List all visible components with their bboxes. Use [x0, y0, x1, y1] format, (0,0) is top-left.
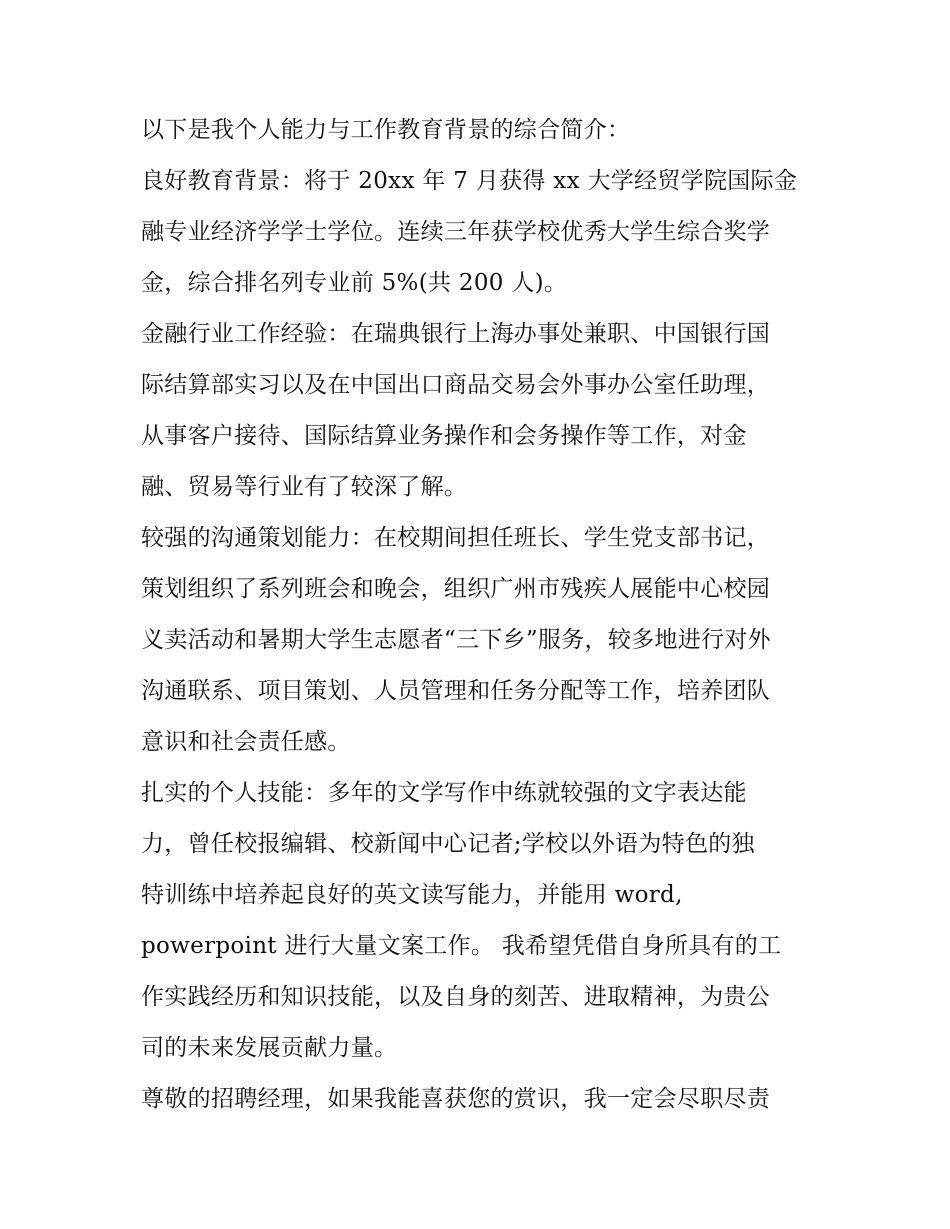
text-line: 司的未来发展贡献力量。: [141, 1035, 398, 1061]
text-line: 作实践经历和知识技能，以及自身的刻苦、进取精神，为贵公: [141, 984, 771, 1010]
text-line: 从事客户接待、国际结算业务操作和会务操作等工作，对金: [141, 423, 747, 449]
text-line: 金融行业工作经验：在瑞典银行上海办事处兼职、中国银行国: [141, 321, 771, 347]
text-line: 策划组织了系列班会和晚会，组织广州市残疾人展能中心校园: [141, 576, 771, 602]
text-line: 力，曾任校报编辑、校新闻中心记者;学校以外语为特色的独: [141, 831, 755, 857]
text-line: 义卖活动和暑期大学生志愿者“三下乡”服务，较多地进行对外: [141, 627, 771, 653]
text-line: powerpoint 进行大量文案工作。 我希望凭借自身所具有的工: [141, 933, 782, 959]
text-line: 际结算部实习以及在中国出口商品交易会外事办公室任助理，: [141, 372, 771, 398]
text-line: 尊敬的招聘经理，如果我能喜获您的赏识，我一定会尽职尽责: [141, 1086, 771, 1112]
text-line: 金，综合排名列专业前 5%(共 200 人)。: [141, 270, 568, 296]
text-line: 融、贸易等行业有了较深了解。: [141, 474, 468, 500]
text-line: 意识和社会责任感。: [141, 729, 351, 755]
text-line: 扎实的个人技能：多年的文学写作中练就较强的文字表达能: [141, 780, 747, 806]
text-line: 以下是我个人能力与工作教育背景的综合简介：: [141, 117, 631, 143]
text-line: 沟通联系、项目策划、人员管理和任务分配等工作，培养团队: [141, 678, 771, 704]
text-line: 良好教育背景：将于 20xx 年 7 月获得 xx 大学经贸学院国际金: [141, 168, 798, 194]
text-line: 较强的沟通策划能力：在校期间担任班长、学生党支部书记，: [141, 525, 771, 551]
text-line: 融专业经济学学士学位。连续三年获学校优秀大学生综合奖学: [141, 219, 771, 245]
document-body: [141, 112, 821, 1132]
text-line: 特训练中培养起良好的英文读写能力，并能用 word,: [141, 882, 683, 908]
